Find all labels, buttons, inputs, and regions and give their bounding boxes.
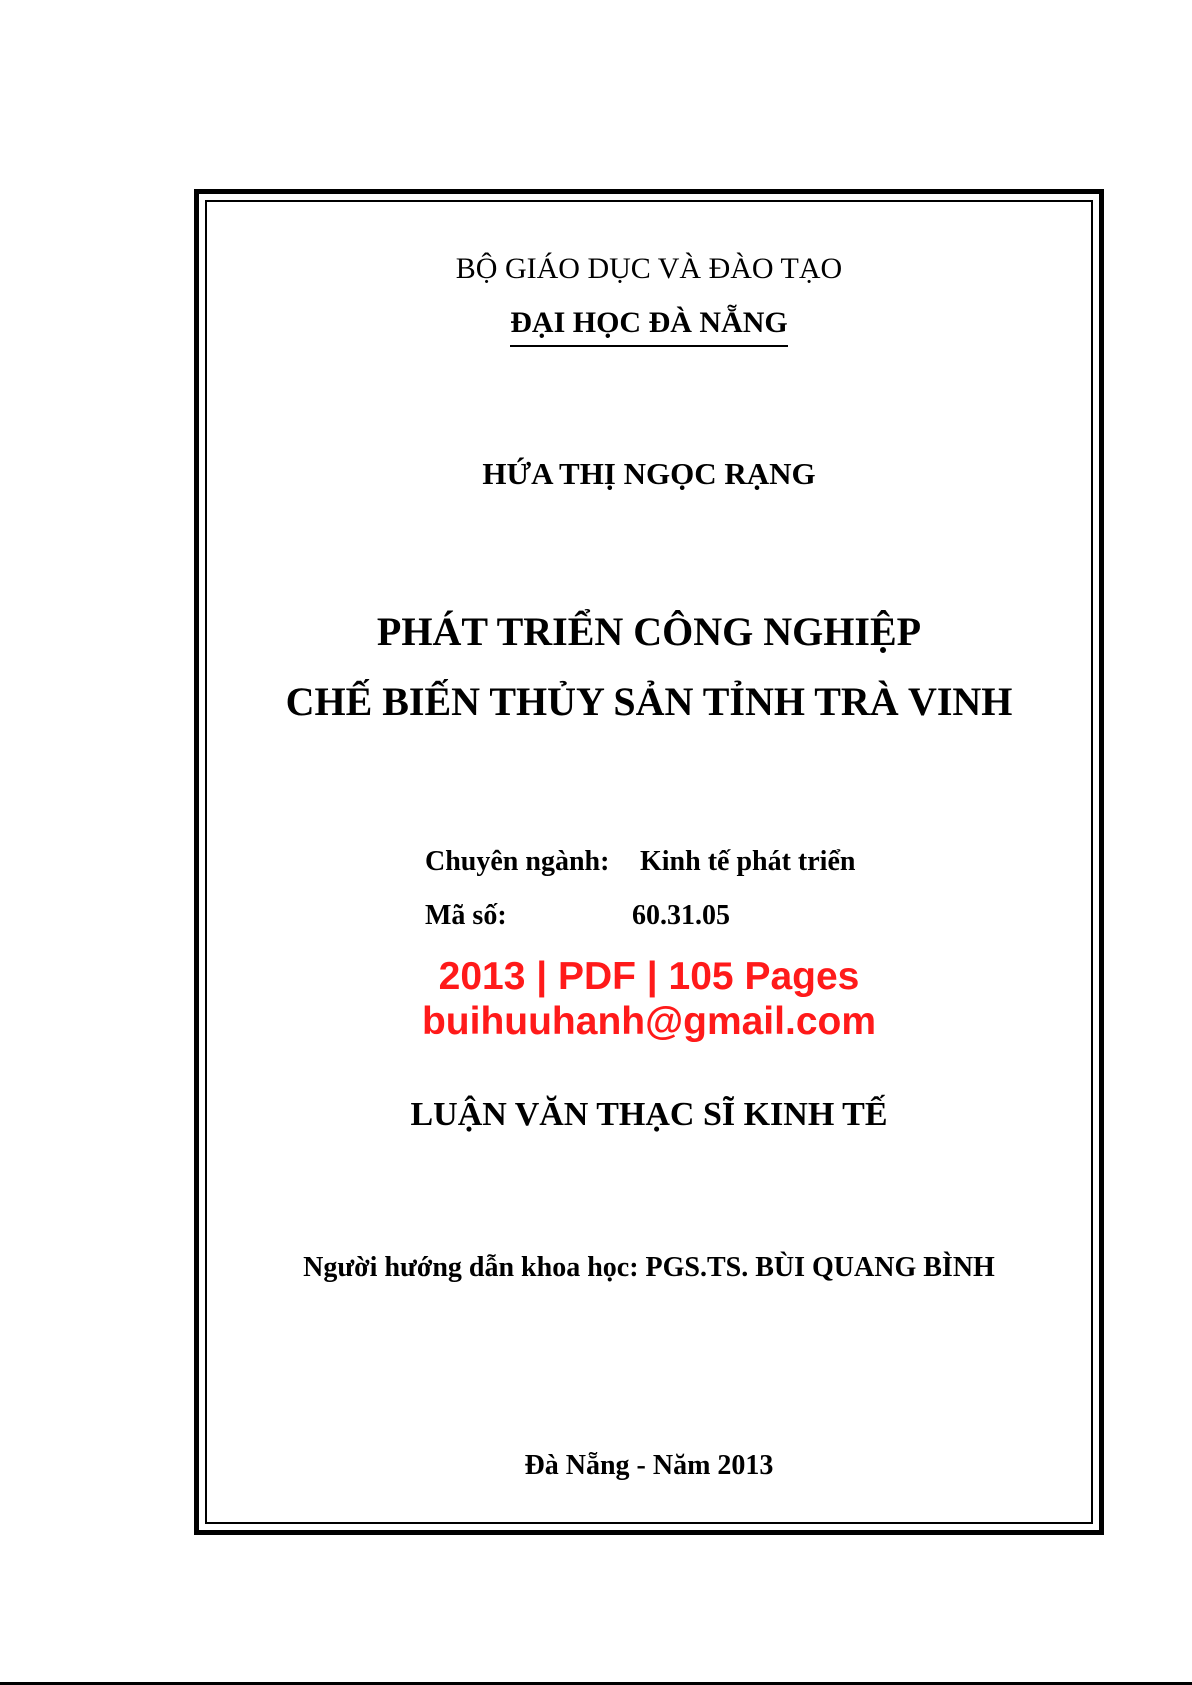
university-name-text: ĐẠI HỌC ĐÀ NẴNG [510, 306, 788, 347]
thesis-title-line-2: CHẾ BIẾN THỦY SẢN TỈNH TRÀ VINH [285, 679, 1013, 724]
code-row [425, 900, 730, 932]
major-row [425, 846, 856, 878]
university-name [205, 306, 1093, 340]
author-name: HỨA THỊ NGỌC RẠNG [482, 456, 816, 491]
degree-title: LUẬN VĂN THẠC SĨ KINH TẾ [410, 1096, 888, 1133]
supervisor-line: Người hướng dẫn khoa học: PGS.TS. BÙI QUANG BÌNH [303, 1252, 995, 1283]
code-value: 60.31.05 [632, 900, 730, 931]
place-and-year: Đà Nẵng - Năm 2013 [524, 1450, 774, 1481]
major-label: Chuyên ngành: [425, 846, 610, 877]
watermark-line-1: 2013 | PDF | 105 Pages [438, 955, 860, 998]
code-label: Mã số: [425, 900, 507, 931]
watermark-line-2: buihuuhanh@gmail.com [421, 1000, 877, 1043]
major-value: Kinh tế phát triển [640, 846, 856, 877]
thesis-title-line-1: PHÁT TRIỂN CÔNG NGHIỆP [376, 609, 922, 654]
ministry-name: BỘ GIÁO DỤC VÀ ĐÀO TẠO [455, 252, 843, 285]
